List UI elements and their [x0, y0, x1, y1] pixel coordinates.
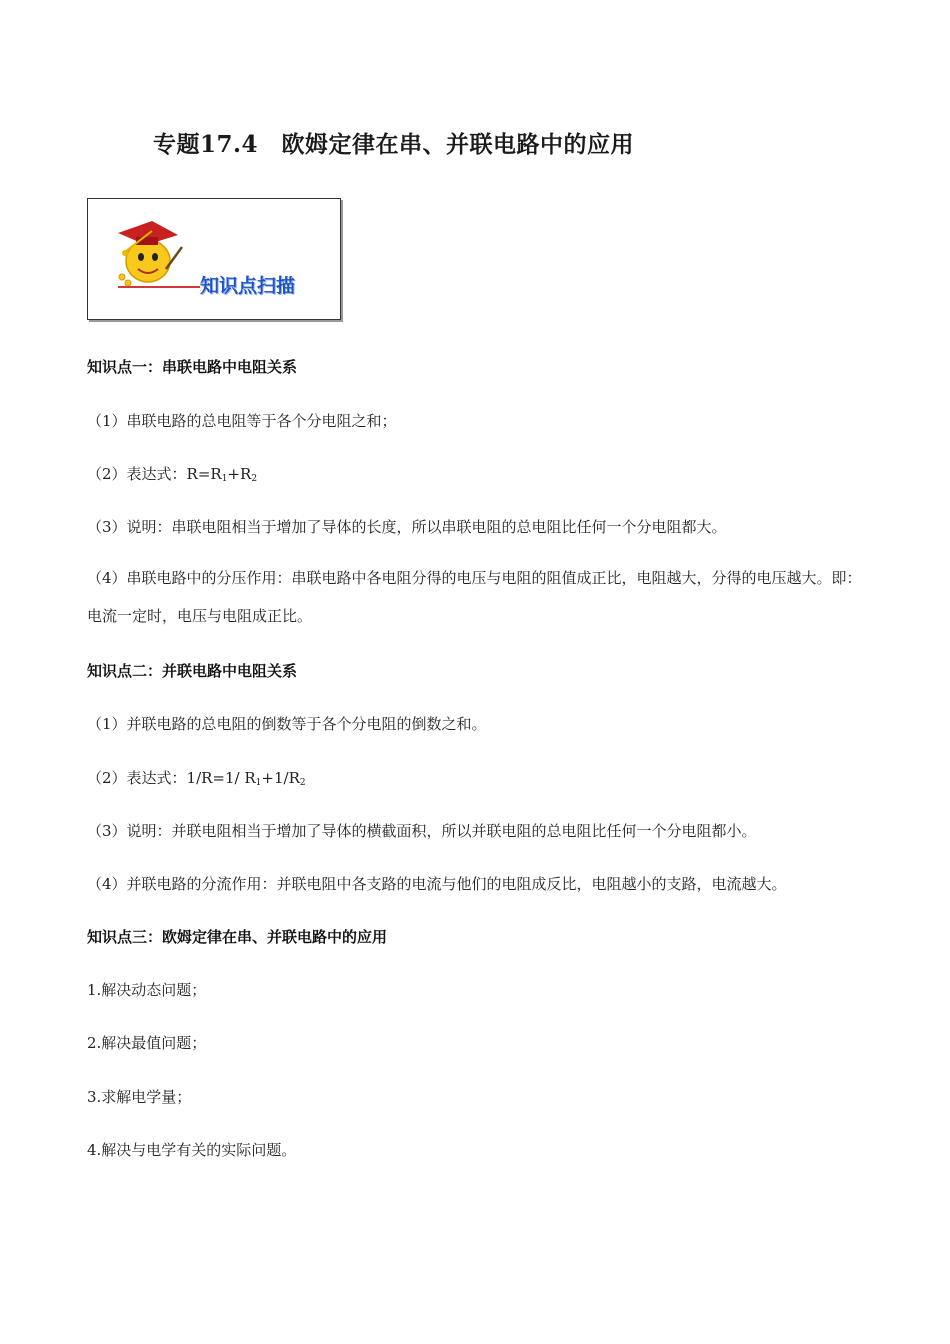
banner-divider — [118, 286, 200, 288]
section1-item2: （2）表达式：$R=R_1+R_2$ — [87, 465, 258, 484]
graduate-mascot-icon — [108, 211, 188, 291]
section2-item1: （1）并联电路的总电阻的倒数等于各个分电阻的倒数之和。 — [87, 715, 487, 733]
section3-item: 1.解决动态问题； — [87, 981, 207, 999]
section3-item: 4.解决与电学有关的实际问题。 — [87, 1141, 297, 1159]
section3-item: 2.解决最值问题； — [87, 1034, 207, 1052]
banner-label: 知识点扫描 — [200, 275, 296, 297]
section1-item1: （1）串联电路的总电阻等于各个分电阻之和； — [87, 412, 397, 430]
knowledge-scan-banner — [87, 198, 341, 320]
section2-item2: （2）表达式：1/R=1/ $R_1+1/R_2$ — [87, 769, 306, 788]
section3-heading: 知识点三：欧姆定律在串、并联电路中的应用 — [87, 928, 388, 946]
section2-item3: （3）说明：并联电阻相当于增加了导体的横截面积，所以并联电阻的总电阻比任何一个分电阻都小。 — [87, 822, 757, 840]
section2-item4: （4）并联电路的分流作用：并联电阻中各支路的电流与他们的电阻成反比，电阻越小的支路，电流越大。 — [87, 875, 787, 893]
section1-item3: （3）说明：串联电阻相当于增加了导体的长度，所以串联电阻的总电阻比任何一个分电阻都大。 — [87, 518, 727, 536]
section1-item4: （4）串联电路中的分压作用：串联电路中各电阻分得的电压与电阻的阻值成正比，电阻越大，分得的电压越大。即：电流一定时，电压与电阻成正比。 — [87, 569, 862, 625]
page-title: 专题17.4 欧姆定律在串、并联电路中的应用 — [153, 131, 635, 158]
section2-heading: 知识点二：并联电路中电阻关系 — [87, 662, 298, 680]
section3-item: 3.求解电学量； — [87, 1088, 192, 1106]
section1-heading: 知识点一：串联电路中电阻关系 — [87, 358, 298, 376]
